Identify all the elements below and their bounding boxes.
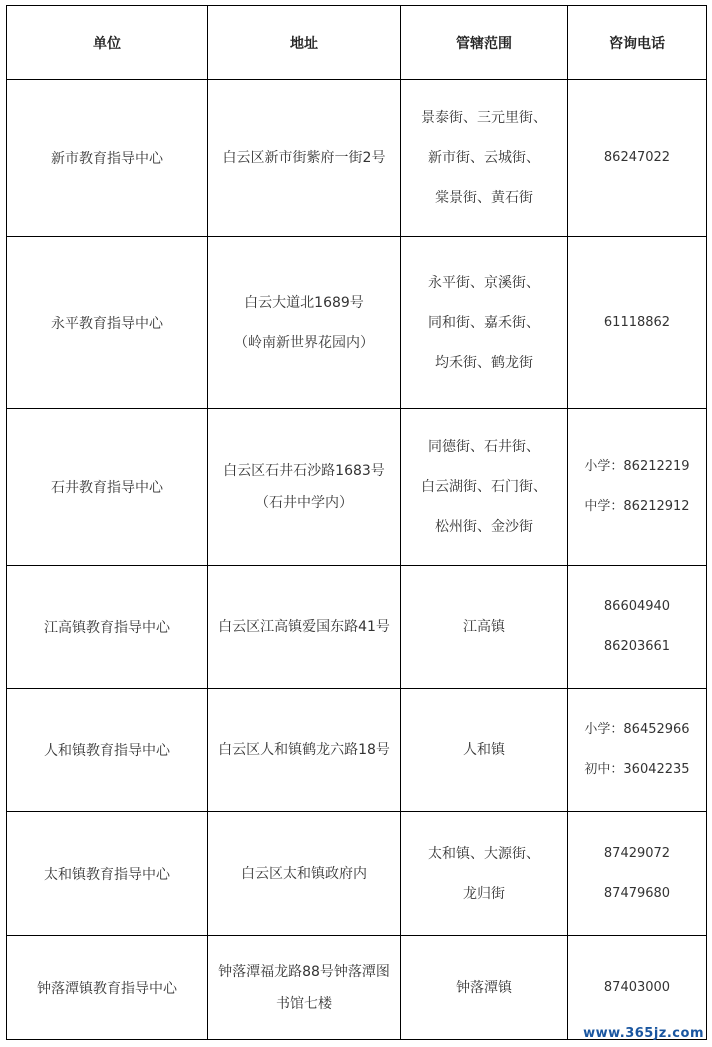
header-address: 地址 bbox=[208, 6, 401, 80]
cell-phone: 87403000 bbox=[568, 936, 707, 1040]
cell-unit: 石井教育指导中心 bbox=[7, 409, 208, 566]
table-row bbox=[7, 566, 707, 689]
cell-unit: 新市教育指导中心 bbox=[7, 80, 208, 237]
cell-area: 景泰街、三元里街、 新市街、云城街、 棠景街、黄石街 bbox=[401, 80, 568, 237]
cell-area: 同德街、石井街、 白云湖街、石门街、 松州街、金沙街 bbox=[401, 409, 568, 566]
cell-address: 钟落潭福龙路88号钟落潭图书馆七楼 bbox=[208, 936, 401, 1040]
cell-address: 白云区人和镇鹤龙六路18号 bbox=[208, 689, 401, 812]
cell-phone: 86604940 86203661 bbox=[568, 566, 707, 689]
table-row bbox=[7, 812, 707, 936]
cell-unit: 太和镇教育指导中心 bbox=[7, 812, 208, 936]
cell-address: 白云区新市街紫府一街2号 bbox=[208, 80, 401, 237]
cell-address: 白云大道北1689号 （岭南新世界花园内） bbox=[208, 237, 401, 409]
cell-address: 白云区江高镇爱国东路41号 bbox=[208, 566, 401, 689]
cell-area: 钟落潭镇 bbox=[401, 936, 568, 1040]
cell-phone: 61118862 bbox=[568, 237, 707, 409]
table-row bbox=[7, 936, 707, 1040]
education-centers-table bbox=[6, 5, 707, 1040]
cell-address: 白云区太和镇政府内 bbox=[208, 812, 401, 936]
cell-area: 江高镇 bbox=[401, 566, 568, 689]
header-area: 管辖范围 bbox=[401, 6, 568, 80]
cell-area: 人和镇 bbox=[401, 689, 568, 812]
watermark: www.365jz.com bbox=[583, 1026, 704, 1041]
cell-area: 永平街、京溪街、 同和街、嘉禾街、 均禾街、鹤龙街 bbox=[401, 237, 568, 409]
cell-unit: 江高镇教育指导中心 bbox=[7, 566, 208, 689]
table-row bbox=[7, 409, 707, 566]
header-unit: 单位 bbox=[7, 6, 208, 80]
table-row bbox=[7, 80, 707, 237]
cell-phone: 87429072 87479680 bbox=[568, 812, 707, 936]
cell-phone: 小学：86452966 初中：36042235 bbox=[568, 689, 707, 812]
cell-unit: 人和镇教育指导中心 bbox=[7, 689, 208, 812]
cell-phone: 86247022 bbox=[568, 80, 707, 237]
cell-phone: 小学：86212219 中学：86212912 bbox=[568, 409, 707, 566]
cell-address: 白云区石井石沙路1683号 （石井中学内） bbox=[208, 409, 401, 566]
table-row bbox=[7, 237, 707, 409]
table-header-row bbox=[7, 6, 707, 80]
cell-unit: 钟落潭镇教育指导中心 bbox=[7, 936, 208, 1040]
cell-area: 太和镇、大源街、 龙归街 bbox=[401, 812, 568, 936]
table-row bbox=[7, 689, 707, 812]
header-phone: 咨询电话 bbox=[568, 6, 707, 80]
cell-unit: 永平教育指导中心 bbox=[7, 237, 208, 409]
